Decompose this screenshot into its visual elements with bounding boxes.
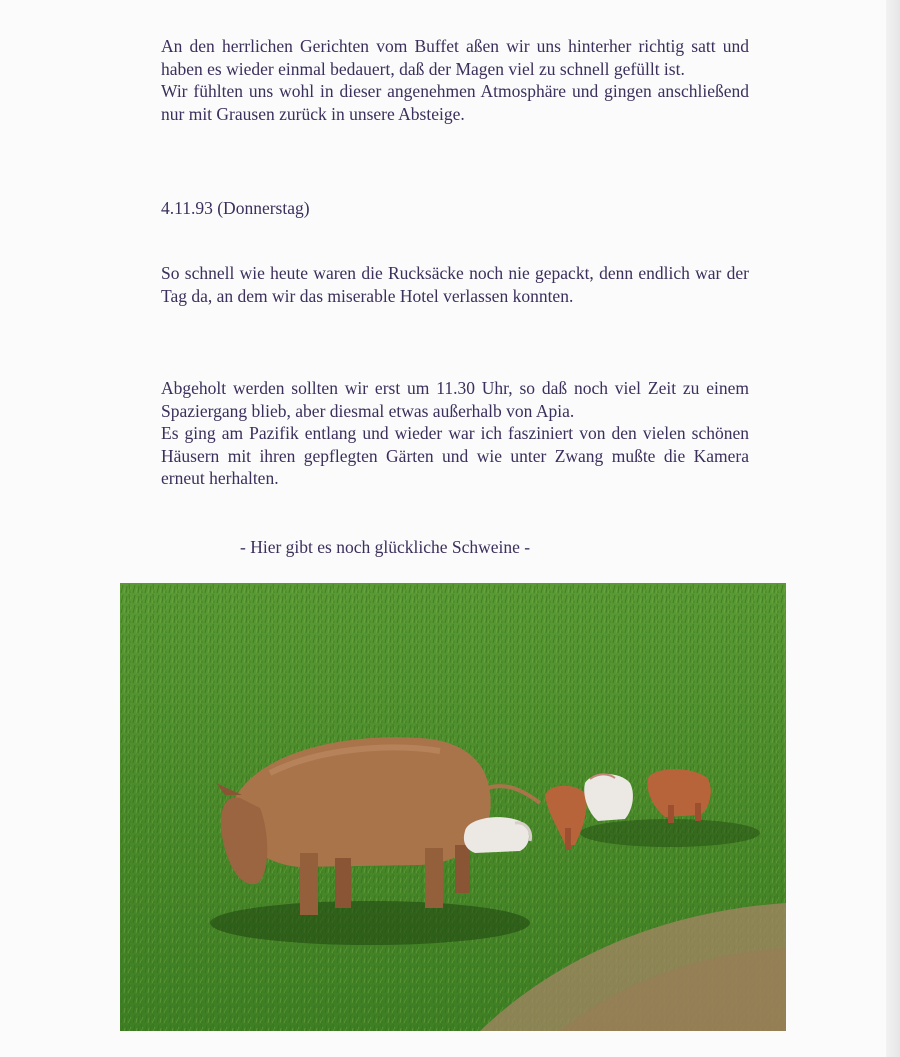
paragraph-hotel-text: So schnell wie heute waren die Rucksäcke noch nie gepackt, denn endlich war der Tag da, an dem wir das miserable Hotel verlassen konnten. (161, 263, 749, 306)
shadow (580, 819, 760, 847)
date-heading (161, 197, 749, 220)
pig-photo (120, 583, 786, 1031)
pig-photo-illustration (120, 583, 786, 1031)
page-edge (886, 0, 900, 1057)
paragraph-buffet-line1: An den herrlichen Gerichten vom Buffet aßen wir uns hinterher richtig satt und haben es wieder einmal bedauert, daß der Magen viel zu schnell gefüllt ist. (161, 36, 749, 79)
paragraph-walk-line2: Es ging am Pazifik entlang und wieder war ich fasziniert von den vielen schönen Häusern mit ihren gepflegten Gärten und wie unter Zwang mußte die Kamera erneut herhalten. (161, 423, 749, 488)
paragraph-buffet (161, 35, 749, 125)
date-heading-text: 4.11.93 (Donnerstag) (161, 198, 310, 218)
paragraph-walk-line1: Abgeholt werden sollten wir erst um 11.30 Uhr, so daß noch viel Zeit zu einem Spaziergang blieb, aber diesmal etwas außerhalb von Apia. (161, 378, 749, 421)
photo-caption: - Hier gibt es noch glückliche Schweine - (240, 537, 531, 557)
paragraph-walk (161, 377, 749, 490)
shadow (210, 901, 530, 945)
paragraph-hotel (161, 262, 749, 307)
piglet-white (464, 817, 531, 853)
paragraph-buffet-line2: Wir fühlten uns wohl in dieser angenehmen Atmosphäre und gingen anschließend nur mit Grausen zurück in unsere Absteige. (161, 81, 749, 124)
